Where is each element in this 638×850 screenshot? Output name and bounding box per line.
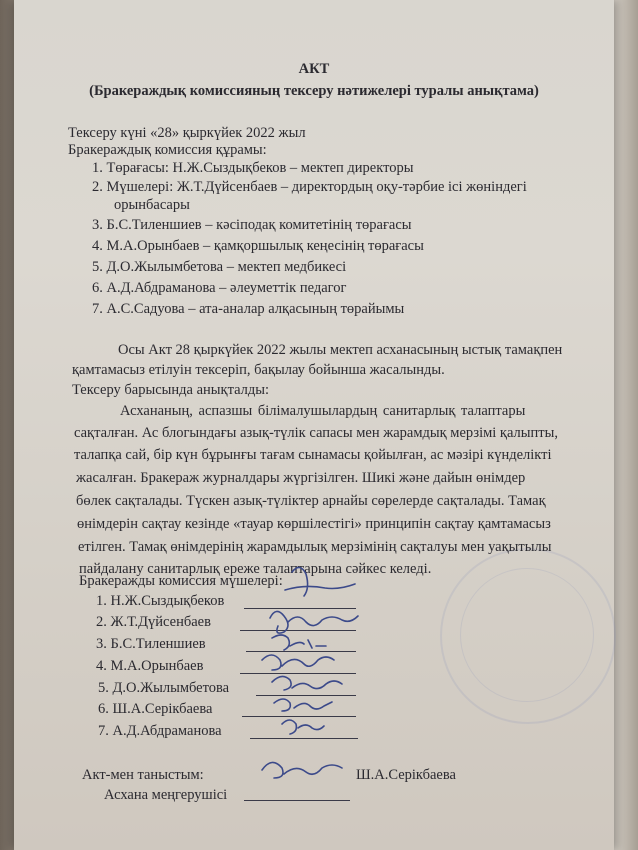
canteen-head-signature-line [244,800,350,801]
para2-line6: өнімдерін сақтау кезінде «тауар көршілестігі» принципін сақтау қамтамасыз [77,516,551,532]
member-2-cont: орынбасары [114,197,190,213]
findings-heading: Тексеру барысында анықталды: [72,382,270,398]
para2-line1: Асхананың, аспазшы білімалушылардың санитарлық талаптары [120,403,526,419]
para1-line1: Осы Акт 28 қыркүйек 2022 жылы мектеп асханасының ыстық тамақпен [118,342,563,358]
member-2: 2. Мүшелері: Ж.Т.Дүйсенбаев – директордың оқу-тәрбие ісі жөніндегі [92,179,527,195]
para2-line4: жасалған. Бракераж журналдары жүргізілген. Шикі және дайын өнімдер [76,470,526,486]
signer-5: 5. Д.О.Жылымбетова [98,680,230,696]
signer-3: 3. Б.С.Тиленшиев [96,636,206,652]
para2-line7: етілген. Тамақ өнімдерінің жарамдылық мерзімінің сақталуы мен уақытылы [78,539,552,555]
doc-title: АКТ [298,61,330,77]
canteen-head-label: Асхана меңгерушісі [104,787,228,803]
signer-1: 1. Н.Ж.Сыздықбеков [96,593,225,609]
signer-2: 2. Ж.Т.Дүйсенбаев [96,614,211,630]
para2-line3: талапқа сай, бір күн бұрынғы тағам сынамасы қойылған, ас мәзірі күнделікті [74,447,552,463]
signature-3 [272,635,326,650]
signer-4: 4. М.А.Орынбаев [96,658,204,674]
canteen-head-name: Ш.А.Серікбаева [356,767,456,783]
signature-2 [270,611,358,633]
para1-line2: қамтамасыз етілуін тексеріп, бақылау бойынша жасалынды. [72,362,445,378]
signer-6: 6. Ш.А.Серікбаева [98,701,213,717]
member-4: 4. М.А.Орынбаев – қамқоршылық кеңесінің төрағасы [92,238,424,254]
signature-7 [282,720,324,734]
member-1: 1. Төрағасы: Н.Ж.Сыздықбеков – мектеп директоры [92,160,414,176]
signature-1 [285,567,355,596]
member-7: 7. А.С.Садуова – ата-аналар алқасының төрайымы [92,301,405,317]
member-3: 3. Б.С.Тиленшиев – кәсіподақ комитетінің төрағасы [92,217,412,233]
acquainted-label: Акт-мен таныстым: [82,767,204,783]
commission-heading: Бракераждық комиссия құрамы: [68,142,267,158]
para2-line5: бөлек сақталады. Түскен азық-түліктер арнайы сөрелерде сақталады. Тамақ [76,493,546,509]
date-line: Тексеру күні «28» қыркүйек 2022 жыл [68,125,306,141]
signers-heading: Бракеражды комиссия мүшелері: [79,573,283,589]
doc-subtitle: (Бракераждық комиссияның тексеру нәтижелері туралы анықтама) [89,83,539,99]
signature-4 [262,655,334,670]
member-5: 5. Д.О.Жылымбетова – мектеп медбикесі [92,259,347,275]
signature-canteen-head [262,762,342,778]
para2-line8: пайдалану санитарлық ереже талаптарына сәйкес келеді. [79,561,432,577]
signer-7: 7. А.Д.Абдраманова [98,723,222,739]
member-6: 6. А.Д.Абдраманова – әлеуметтік педагог [92,280,347,296]
signature-5 [272,676,342,690]
para2-line2: сақталған. Ас блогындағы азық-түлік сапасы мен жарамдық мерзімі қалыпты, [74,425,558,441]
signature-6 [274,699,332,711]
